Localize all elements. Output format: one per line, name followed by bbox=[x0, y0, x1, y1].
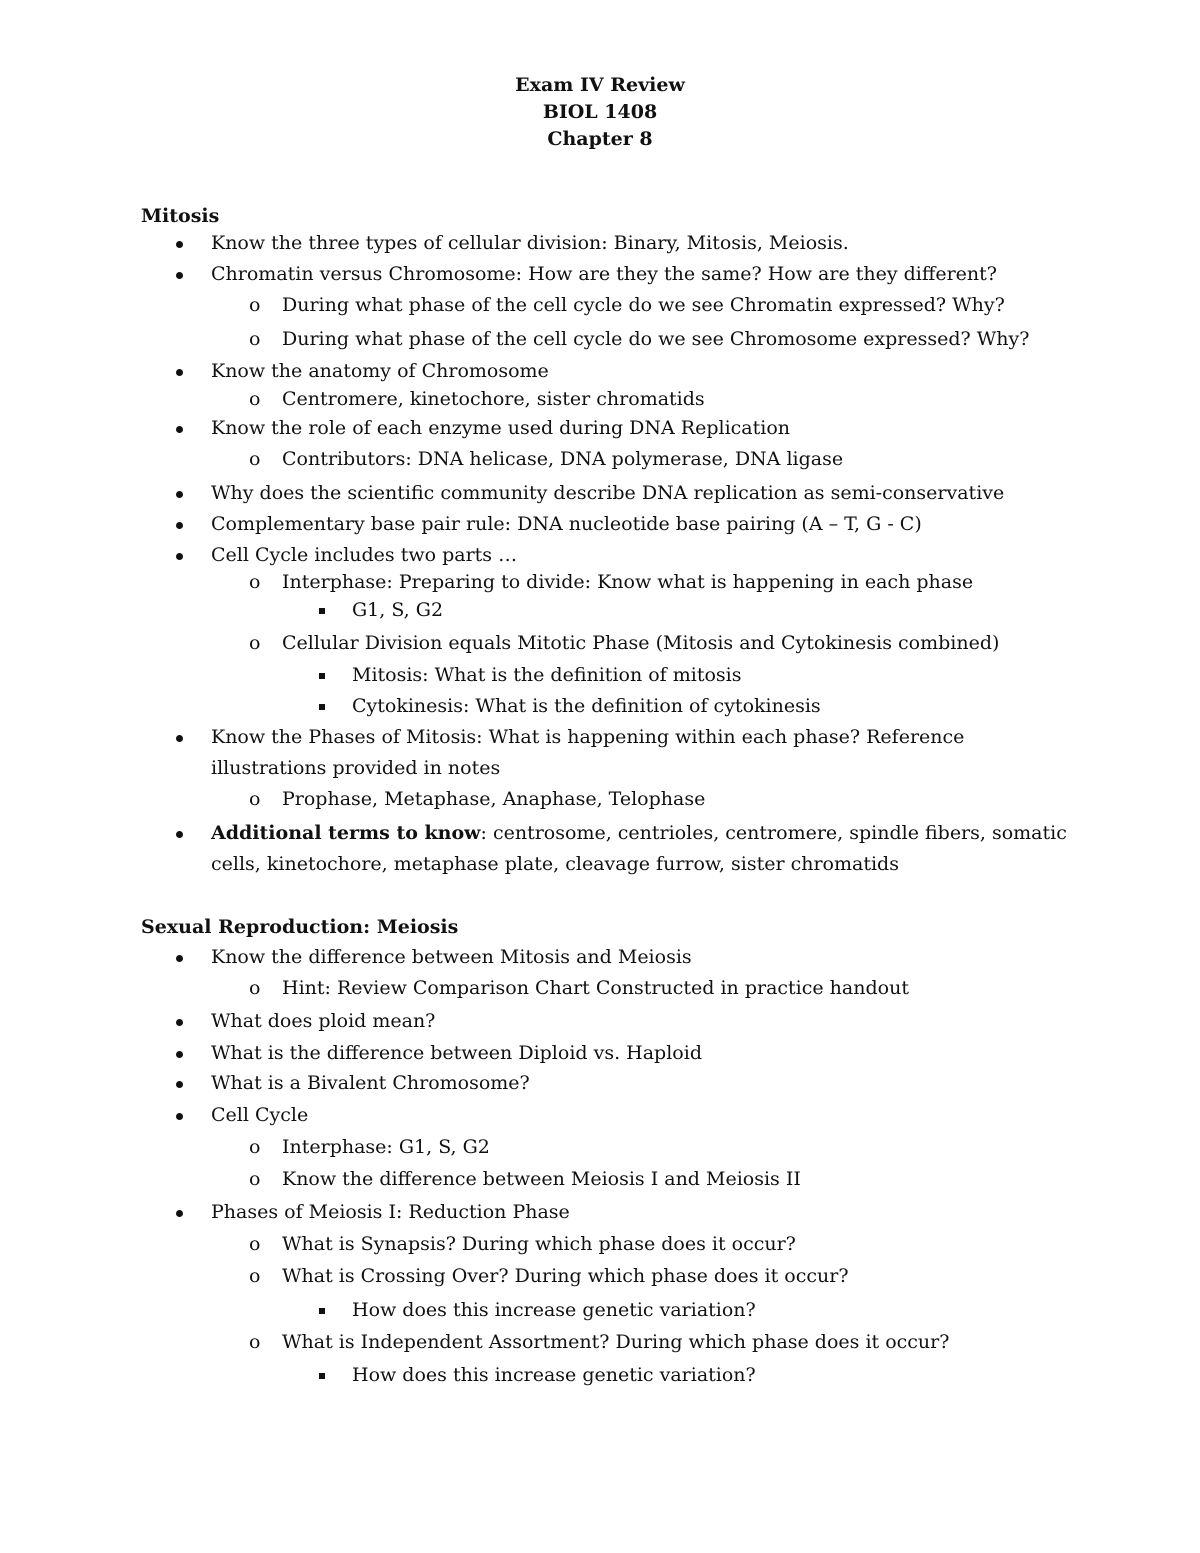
list-item: Mitosis: What is the definition of mitosis bbox=[352, 664, 742, 686]
bullet-dot bbox=[176, 1113, 183, 1120]
bullet-circle: o bbox=[249, 294, 261, 316]
bullet-circle: o bbox=[249, 1331, 261, 1353]
list-item: Chromatin versus Chromosome: How are they the same? How are they different? bbox=[211, 263, 997, 285]
list-item: Complementary base pair rule: DNA nucleotide base pairing (A – T, G - C) bbox=[211, 513, 922, 535]
bullet-dot bbox=[176, 735, 183, 742]
bullet-circle: o bbox=[249, 1233, 261, 1255]
list-item: Why does the scientific community describe DNA replication as semi-conservative bbox=[211, 482, 1005, 504]
section-heading-meiosis: Sexual Reproduction: Meiosis bbox=[141, 916, 459, 938]
list-item: How does this increase genetic variation? bbox=[352, 1299, 756, 1321]
list-item: What is a Bivalent Chromosome? bbox=[211, 1072, 530, 1094]
list-item: Phases of Meiosis I: Reduction Phase bbox=[211, 1201, 570, 1223]
list-item: Hint: Review Comparison Chart Constructed in practice handout bbox=[282, 977, 909, 999]
bullet-square bbox=[319, 704, 325, 710]
bullet-circle: o bbox=[249, 328, 261, 350]
bullet-dot bbox=[176, 522, 183, 529]
bullet-dot bbox=[176, 426, 183, 433]
list-item-continuation: cells, kinetochore, metaphase plate, cleavage furrow, sister chromatids bbox=[211, 853, 899, 875]
list-item: Cytokinesis: What is the definition of cytokinesis bbox=[352, 695, 821, 717]
list-item: What does ploid mean? bbox=[211, 1010, 436, 1032]
section-heading-mitosis: Mitosis bbox=[141, 205, 220, 227]
bullet-dot bbox=[176, 241, 183, 248]
bullet-circle: o bbox=[249, 788, 261, 810]
bullet-circle: o bbox=[249, 632, 261, 654]
bullet-square bbox=[319, 673, 325, 679]
bullet-dot bbox=[176, 491, 183, 498]
bullet-dot bbox=[176, 1051, 183, 1058]
list-item: During what phase of the cell cycle do we see Chromatin expressed? Why? bbox=[282, 294, 1005, 316]
list-item: What is Crossing Over? During which phase does it occur? bbox=[282, 1265, 849, 1287]
bullet-dot bbox=[176, 272, 183, 279]
bullet-square bbox=[319, 1373, 325, 1379]
list-item: Interphase: G1, S, G2 bbox=[282, 1136, 490, 1158]
list-item: Cell Cycle includes two parts … bbox=[211, 544, 518, 566]
list-item: How does this increase genetic variation? bbox=[352, 1364, 756, 1386]
list-item: Interphase: Preparing to divide: Know what is happening in each phase bbox=[282, 571, 974, 593]
document-title: Exam IV Review bbox=[515, 74, 685, 96]
list-item: Know the difference between Mitosis and Meiosis bbox=[211, 946, 692, 968]
bullet-dot bbox=[176, 955, 183, 962]
bullet-circle: o bbox=[249, 977, 261, 999]
chapter-label: Chapter 8 bbox=[547, 128, 653, 150]
list-item: Know the role of each enzyme used during DNA Replication bbox=[211, 417, 791, 439]
bullet-dot bbox=[176, 1019, 183, 1026]
bullet-dot bbox=[176, 369, 183, 376]
list-item bbox=[211, 822, 1067, 844]
bullet-dot bbox=[176, 1210, 183, 1217]
list-item: Prophase, Metaphase, Anaphase, Telophase bbox=[282, 788, 706, 810]
list-item: Know the anatomy of Chromosome bbox=[211, 360, 549, 382]
bullet-circle: o bbox=[249, 1168, 261, 1190]
bullet-square bbox=[319, 608, 325, 614]
list-item: What is Independent Assortment? During which phase does it occur? bbox=[282, 1331, 950, 1353]
bullet-dot bbox=[176, 1081, 183, 1088]
bullet-dot bbox=[176, 553, 183, 560]
list-item: Know the Phases of Mitosis: What is happening within each phase? Reference bbox=[211, 726, 965, 748]
list-item: Contributors: DNA helicase, DNA polymerase, DNA ligase bbox=[282, 448, 844, 470]
list-item: Cellular Division equals Mitotic Phase (Mitosis and Cytokinesis combined) bbox=[282, 632, 1000, 654]
list-item: Centromere, kinetochore, sister chromatids bbox=[282, 388, 705, 410]
additional-terms-text: : centrosome, centrioles, centromere, spindle fibers, somatic bbox=[480, 822, 1067, 844]
bullet-circle: o bbox=[249, 448, 261, 470]
list-item: What is the difference between Diploid vs. Haploid bbox=[211, 1042, 702, 1064]
bullet-dot bbox=[176, 831, 183, 838]
bullet-circle: o bbox=[249, 1136, 261, 1158]
list-item: What is Synapsis? During which phase does it occur? bbox=[282, 1233, 796, 1255]
list-item: Cell Cycle bbox=[211, 1104, 309, 1126]
list-item: G1, S, G2 bbox=[352, 599, 444, 621]
list-item: Know the difference between Meiosis I and Meiosis II bbox=[282, 1168, 801, 1190]
bullet-circle: o bbox=[249, 388, 261, 410]
list-item: During what phase of the cell cycle do we see Chromosome expressed? Why? bbox=[282, 328, 1030, 350]
bullet-square bbox=[319, 1308, 325, 1314]
additional-terms-label: Additional terms to know bbox=[211, 822, 481, 844]
bullet-circle: o bbox=[249, 1265, 261, 1287]
course-code: BIOL 1408 bbox=[542, 101, 658, 123]
bullet-circle: o bbox=[249, 571, 261, 593]
list-item-continuation: illustrations provided in notes bbox=[211, 757, 501, 779]
list-item: Know the three types of cellular division: Binary, Mitosis, Meiosis. bbox=[211, 232, 849, 254]
